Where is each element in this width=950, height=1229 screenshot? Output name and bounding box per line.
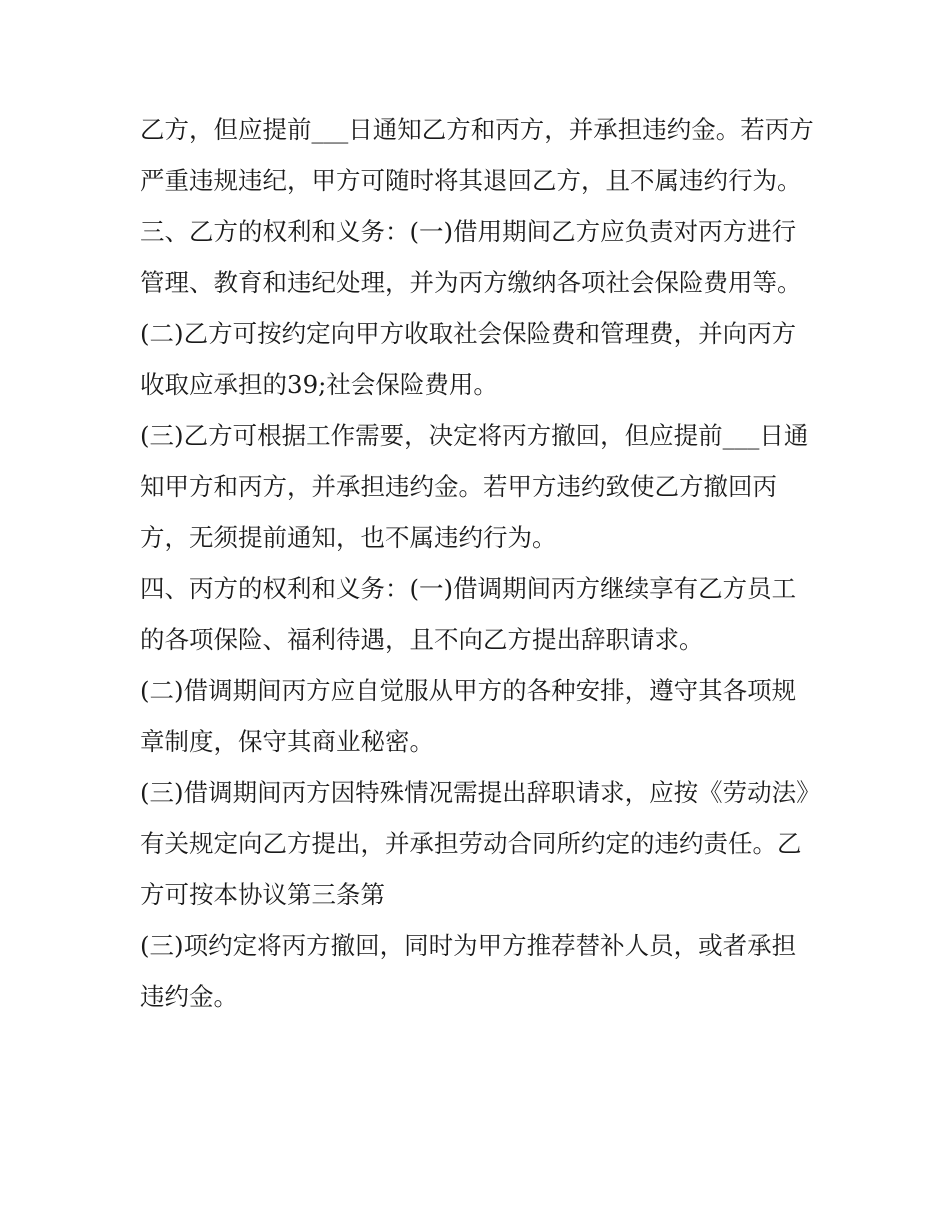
paragraph-early-return-clause: 乙方，但应提前___日通知乙方和丙方，并承担违约金。若丙方严重违规违纪，甲方可随时将其退回乙方，且不属违约行为。 <box>140 115 814 195</box>
paragraph-party-c-rights-3-cont: (三)项约定将丙方撤回，同时为甲方推荐替补人员，或者承担违约金。 <box>140 931 797 1011</box>
paragraph-party-b-rights-3: (三)乙方可根据工作需要，决定将丙方撤回，但应提前___日通知甲方和丙方，并承担违约金。若甲方违约致使乙方撤回丙方，无须提前通知，也不属违约行为。 <box>140 421 809 552</box>
paragraph-party-c-rights-1: 四、丙方的权利和义务：(一)借调期间丙方继续享有乙方员工的各项保险、福利待遇，且不向乙方提出辞职请求。 <box>140 574 797 654</box>
document-body <box>140 104 820 1022</box>
paragraph-party-c-rights-3: (三)借调期间丙方因特殊情况需提出辞职请求，应按《劳动法》有关规定向乙方提出，并承担劳动合同所约定的违约责任。乙方可按本协议第三条第 <box>140 778 809 909</box>
paragraph-party-b-rights-1: 三、乙方的权利和义务：(一)借用期间乙方应负责对丙方进行管理、教育和违纪处理，并为丙方缴纳各项社会保险费用等。 <box>140 217 802 297</box>
paragraph-party-b-rights-2: (二)乙方可按约定向甲方收取社会保险费和管理费，并向丙方收取应承担的39;社会保险费用。 <box>140 319 797 399</box>
paragraph-party-c-rights-2: (二)借调期间丙方应自觉服从甲方的各种安排，遵守其各项规章制度，保守其商业秘密。 <box>140 676 797 756</box>
